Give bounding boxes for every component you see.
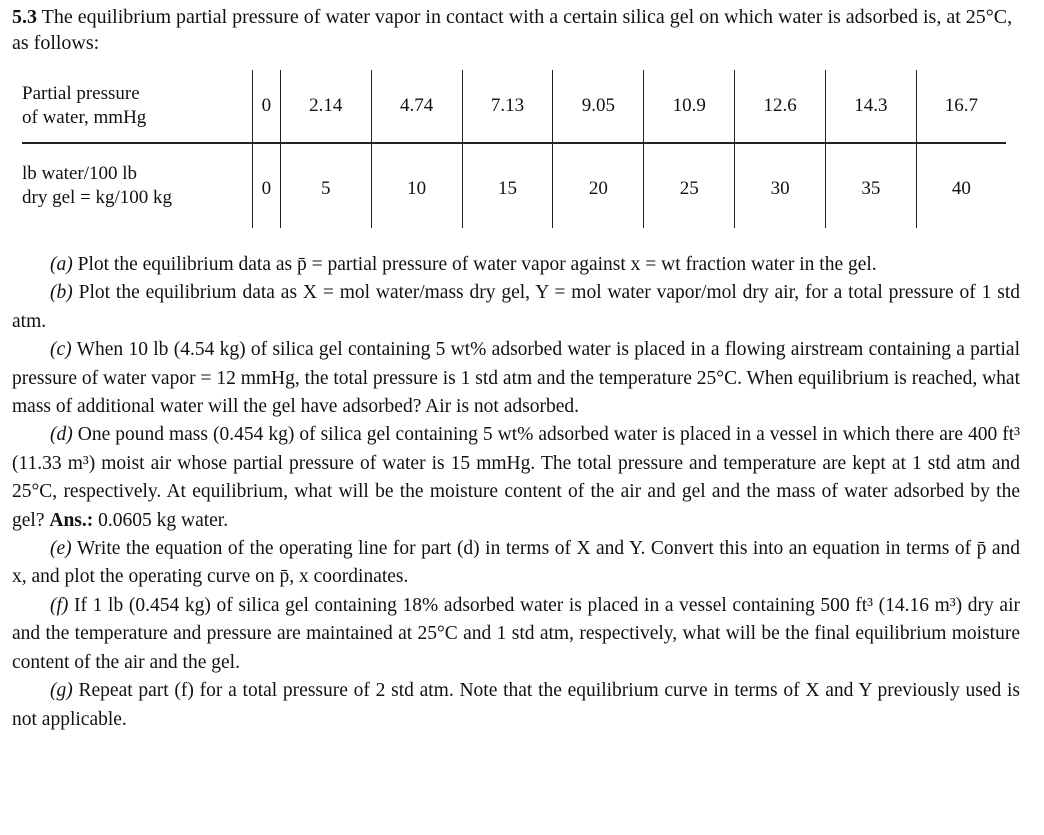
problem-parts <box>12 251 1020 734</box>
table-cell: 40 <box>916 143 1006 228</box>
part-e <box>12 535 1020 592</box>
table-cell: 35 <box>826 143 917 228</box>
part-label: (c) <box>50 339 72 361</box>
table-cell: 0 <box>253 143 281 228</box>
table-cell: 25 <box>644 143 735 228</box>
table-cell: 12.6 <box>735 70 826 143</box>
table-cell: 15 <box>462 143 553 228</box>
problem-intro: The equilibrium partial pressure of water vapor in contact with a certain silica gel on which water is adsorbed is, at 25°C, as follows: <box>12 6 1013 54</box>
table-cell: 10 <box>371 143 462 228</box>
equilibrium-data-table <box>22 70 1006 228</box>
table-row-partial-pressure <box>22 70 1006 143</box>
table-cell: 14.3 <box>826 70 917 143</box>
part-label: (b) <box>50 282 73 304</box>
part-text: Write the equation of the operating line for part (d) in terms of X and Y. Convert this into an equation in terms of p̄ and x, and plot the operating curve on p̄, x coordinates. <box>12 538 1020 588</box>
part-c <box>12 336 1020 421</box>
answer-text: 0.0605 kg water. <box>98 509 229 531</box>
part-text: If 1 lb (0.454 kg) of silica gel containing 18% adsorbed water is placed in a vessel containing 500 ft³ (14.16 m³) dry air and the temperature and pressure are maintained at 25°C and 1 std atm, respectively, what will be the final equilibrium moisture content of the air and the gel. <box>12 594 1020 673</box>
row-label-line: lb water/100 lb <box>22 163 138 184</box>
part-label: (a) <box>50 254 73 275</box>
table-cell: 7.13 <box>462 70 553 143</box>
part-text: One pound mass (0.454 kg) of silica gel containing 5 wt% adsorbed water is placed in a vessel in which there are 400 ft³ (11.33 m³) moist air whose partial pressure of water is 15 mmHg. The total pressure and temperature are kept at 1 std atm and 25°C, respectively. At equilibrium, what will be the moisture content of the air and gel and the mass of water adsorbed by the gel? <box>12 424 1020 531</box>
table-cell: 20 <box>553 143 644 228</box>
table-cell: 10.9 <box>644 70 735 143</box>
part-label: (g) <box>50 680 73 702</box>
part-b <box>12 279 1020 336</box>
problem-statement <box>12 4 1032 56</box>
row-label <box>22 70 253 143</box>
part-label: (d) <box>50 424 73 446</box>
table-cell: 30 <box>735 143 826 228</box>
row-label-line: of water, mmHg <box>22 107 147 128</box>
part-text: When 10 lb (4.54 kg) of silica gel containing 5 wt% adsorbed water is placed in a flowing airstream containing a partial pressure of water vapor = 12 mmHg, the total pressure is 1 std atm and the temperature 25°C. When equilibrium is reached, what mass of additional water will the gel have adsorbed? Air is not adsorbed. <box>12 339 1020 418</box>
row-label-line: dry gel = kg/100 kg <box>22 187 173 208</box>
table-cell: 4.74 <box>371 70 462 143</box>
part-g <box>12 677 1020 734</box>
table-row-water-loading <box>22 143 1006 228</box>
table-cell: 16.7 <box>916 70 1006 143</box>
table-cell: 5 <box>280 143 371 228</box>
part-label: (f) <box>50 594 69 616</box>
part-text: Plot the equilibrium data as X = mol water/mass dry gel, Y = mol water vapor/mol dry air, for a total pressure of 1 std atm. <box>12 282 1020 332</box>
part-a <box>12 251 1020 279</box>
problem-number: 5.3 <box>12 6 37 28</box>
table-cell: 2.14 <box>280 70 371 143</box>
part-d <box>12 421 1020 535</box>
part-text: Repeat part (f) for a total pressure of 2 std atm. Note that the equilibrium curve in terms of X and Y previously used is not applicable. <box>12 680 1021 730</box>
row-label-line: Partial pressure <box>22 83 140 104</box>
table-cell: 9.05 <box>553 70 644 143</box>
answer-label: Ans.: <box>49 509 94 531</box>
part-text: Plot the equilibrium data as p̄ = partial pressure of water vapor against x = wt fraction water in the gel. <box>77 254 877 275</box>
table-cell: 0 <box>253 70 281 143</box>
part-f <box>12 592 1020 677</box>
row-label <box>22 143 253 228</box>
part-label: (e) <box>50 538 72 560</box>
